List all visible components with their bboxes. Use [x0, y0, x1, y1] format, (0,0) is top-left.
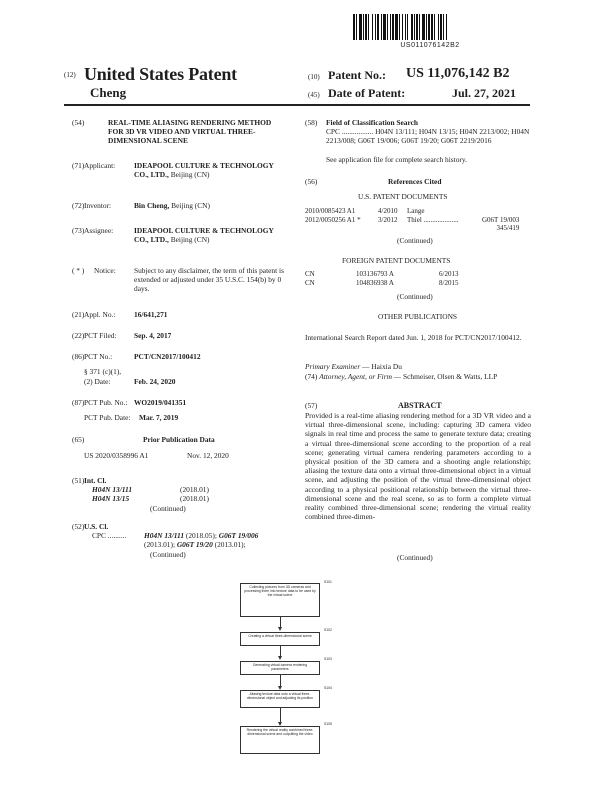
uscl-line-1: H04N 13/111 (2018.05); G06T 19/006	[144, 531, 259, 540]
patent-no-label: Patent No.:	[328, 68, 386, 82]
abstract-text: Provided is a real-time aliasing rendering method for a 3D VR video and a virtual three-dimensional scene, including: capturing 3D camera video signals in real time and process the same to generate texture data; creating a virtual three-dimensional scene according to the proportion of a real scene; generating virtual camera rendering parameters according to a physical position of the 3D camera and a shooting angle relationship; aliasing the texture data onto a virtual three-dimensional object in a virtual scene, and adjusting the position of the virtual three-dimensional object according to a physical positional relationship between the virtual three-dimensional scene and the real scene, so as to form a complete virtual reality combined three-dimensional scene; rendering the virtual reality combined three-dimen-	[305, 411, 531, 522]
pctno-code: (86)	[72, 352, 85, 361]
abstract-continued: (Continued)	[397, 553, 433, 562]
arrow-head-icon	[278, 627, 282, 631]
arrow-head-icon	[278, 656, 282, 660]
code-10: (10)	[308, 73, 320, 81]
field-cpc: CPC ................. H04N 13/111; H04N 13/15; H04N 2213/002; H04N 2213/008; G06T 19/006; G06T 19/20; G06T 2219/2016	[326, 127, 530, 145]
flow-step-2-label: S102	[324, 628, 332, 632]
abstract-heading: ABSTRACT	[398, 401, 442, 410]
s371-value: Feb. 24, 2020	[134, 377, 176, 386]
pctno-label: PCT No.:	[84, 352, 113, 361]
us-doc-row: 2010/0085423 A1 4/2010 Lange	[305, 207, 425, 215]
flow-step-3: Generating virtual camera rendering parameters	[240, 661, 320, 675]
field-code: (58)	[305, 118, 318, 127]
flow-step-1-label: S101	[324, 580, 332, 584]
foreign-doc-row: CN 104836938 A 8/2015	[305, 278, 459, 287]
assignee-value: IDEAPOOL CULTURE & TECHNOLOGY CO., LTD., Beijing (CN)	[134, 226, 274, 244]
pubno-code: (87)	[72, 398, 85, 407]
appl-code: (21)	[72, 310, 85, 319]
barcode	[353, 14, 501, 40]
inventor-label: Inventor:	[84, 201, 112, 210]
other-publications-heading: OTHER PUBLICATIONS	[378, 312, 458, 321]
inventor-code: (72)	[72, 201, 85, 210]
us-docs-table	[305, 207, 522, 233]
refs-code: (56)	[305, 177, 318, 186]
date-label: Date of Patent:	[328, 86, 406, 100]
foreign-docs-heading: FOREIGN PATENT DOCUMENTS	[342, 256, 451, 265]
code-12: (12)	[64, 71, 76, 79]
inventor-value: Bin Cheng, Beijing (CN)	[134, 201, 210, 210]
field-heading: Field of Classification Search	[326, 118, 419, 127]
flow-step-1: Collecting pictures from 3D cameras and processing them into texture data to be used by the virtual scene	[240, 583, 320, 617]
barcode-number: US011076142B2	[400, 42, 460, 49]
us-docs-continued: (Continued)	[397, 236, 433, 245]
intcl-ver-2: (2018.01)	[180, 494, 209, 503]
document-type: United States Patent	[84, 64, 237, 84]
uscl-cpc: CPC ..........	[92, 531, 127, 540]
flowchart-figure	[230, 578, 330, 768]
foreign-docs-table	[305, 270, 461, 287]
flow-step-4-label: S104	[324, 686, 332, 690]
s371-label-1: § 371 (c)(1),	[84, 367, 122, 376]
s371-label-2: (2) Date:	[84, 377, 111, 386]
pubno-label: PCT Pub. No.:	[84, 398, 128, 407]
uscl-line-2: (2013.01); G06T 19/20 (2013.01);	[144, 540, 246, 549]
attorney: (74) Attorney, Agent, or Firm — Schmeiser, Olsen & Watts, LLP	[305, 372, 498, 381]
abstract-code: (57)	[305, 401, 318, 410]
uscl-continued: (Continued)	[150, 550, 186, 559]
prior-heading: Prior Publication Data	[143, 435, 215, 444]
intcl-code: (51)	[72, 476, 85, 485]
foreign-docs-continued: (Continued)	[397, 292, 433, 301]
inventor-surname: Cheng	[90, 85, 127, 100]
filed-value: Sep. 4, 2017	[134, 331, 172, 340]
applicant-value: IDEAPOOL CULTURE & TECHNOLOGY CO., LTD., Beijing (CN)	[134, 161, 274, 179]
patent-date: Jul. 27, 2021	[452, 86, 517, 100]
assignee-code: (73)	[72, 226, 85, 235]
us-doc-row: 345/419	[496, 224, 520, 232]
refs-heading: References Cited	[388, 177, 442, 186]
assignee-label: Assignee:	[84, 226, 114, 235]
primary-examiner: Primary Examiner — Haixia Du	[305, 362, 402, 371]
pubdate-value: Mar. 7, 2019	[139, 413, 179, 422]
filed-label: PCT Filed:	[84, 331, 117, 340]
patent-title: REAL-TIME ALIASING RENDERING METHOD FOR 3D VR VIDEO AND VIRTUAL THREE-DIMENSIONAL SCENE	[108, 118, 272, 145]
us-docs-heading: U.S. PATENT DOCUMENTS	[358, 192, 448, 201]
intcl-continued: (Continued)	[150, 504, 186, 513]
flow-step-4: Aliasing texture data onto a virtual three-dimensional object and adjusting its position	[240, 690, 320, 708]
intcl-row-2: H04N 13/15	[92, 494, 130, 503]
prior-date: Nov. 12, 2020	[187, 451, 229, 460]
appl-label: Appl. No.:	[84, 310, 116, 319]
us-doc-row: 2012/0050256 A1 * 3/2012 Thiel .................... G06T 19/003	[305, 215, 520, 224]
notice-label: Notice:	[94, 266, 116, 275]
flow-step-5-label: S105	[324, 722, 332, 726]
appl-value: 16/641,271	[134, 310, 168, 319]
intcl-ver-1: (2018.01)	[180, 485, 209, 494]
patent-number: US 11,076,142 B2	[406, 66, 510, 81]
code-45: (45)	[308, 91, 320, 99]
uscl-heading: U.S. Cl.	[84, 522, 109, 531]
pubdate-label: PCT Pub. Date:	[84, 413, 131, 422]
prior-line: US 2020/0358996 A1	[84, 451, 149, 460]
applicant-label: Applicant:	[84, 161, 116, 170]
applicant-code: (71)	[72, 161, 85, 170]
uscl-code: (52)	[72, 522, 85, 531]
header-rule	[64, 104, 530, 106]
filed-code: (22)	[72, 331, 85, 340]
notice-text: Subject to any disclaimer, the term of this patent is extended or adjusted under 35 U.S.C. 154(b) by 0 days.	[134, 266, 284, 293]
flow-step-2: Creating a virtual three-dimensional scene	[240, 632, 320, 646]
flow-step-5: Rendering the virtual reality combined three-dimensional scene and outputting the video	[240, 726, 320, 754]
flow-step-3-label: S103	[324, 657, 332, 661]
field-see: See application file for complete search history.	[326, 155, 467, 164]
notice-code: ( * )	[72, 266, 85, 275]
intcl-heading: Int. Cl.	[84, 476, 107, 485]
barcode-bar	[447, 14, 449, 40]
prior-code: (65)	[72, 435, 85, 444]
other-publications-text: International Search Report dated Jun. 1, 2018 for PCT/CN2017/100412.	[305, 333, 522, 342]
title-code: (54)	[72, 118, 85, 127]
foreign-doc-row: CN 103136793 A 6/2013	[305, 270, 459, 278]
pctno-value: PCT/CN2017/100412	[134, 352, 201, 361]
intcl-row-1: H04N 13/111	[92, 485, 133, 494]
pubno-value: WO2019/041351	[134, 398, 187, 407]
